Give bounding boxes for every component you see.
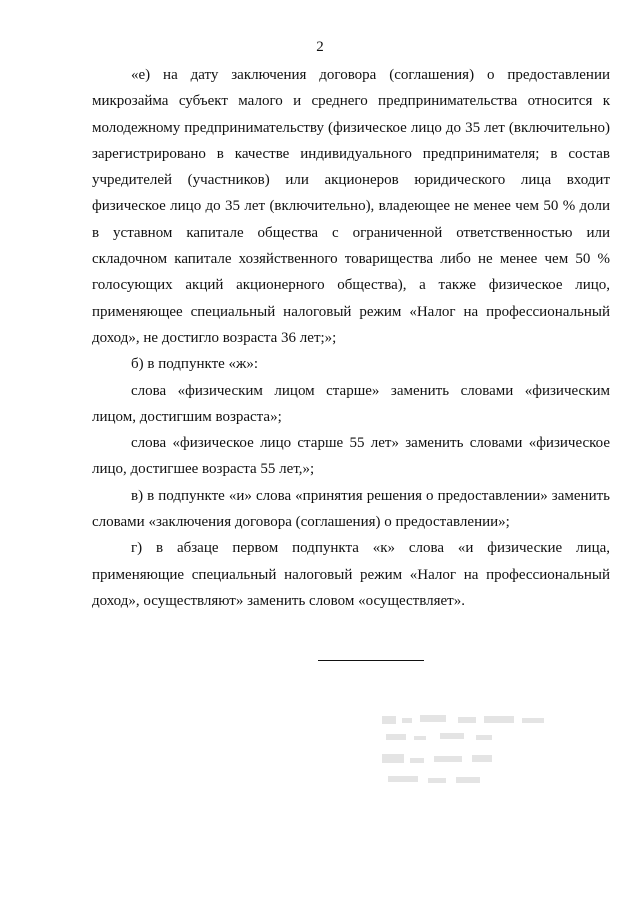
paragraph-subitem-g: г) в абзаце первом подпункта «к» слова «и физические лица, применяющие специальный налоговый режим «Налог на профессиональный доход», осуществляют» заменить словом «осуществляет». (92, 540, 610, 609)
paragraph-replace-older: слова «физическим лицом старше» заменить словами «физическим лицом, достигшим возраста»; (92, 382, 610, 425)
page-number: 2 (316, 39, 324, 55)
faint-stamp-mark (380, 712, 550, 792)
paragraph-subitem-v: в) в подпункте «и» слова «принятия решения о предоставлении» заменить словами «заключения договора (соглашения) о предоставлении»; (92, 487, 610, 531)
end-separator-line (318, 660, 424, 661)
paragraph-subitem-b: б) в подпункте «ж»: (131, 356, 259, 373)
paragraph-replace-older-55: слова «физическое лицо старше 55 лет» заменить словами «физическое лицо, достигшее возраста 55 лет,»; (92, 435, 610, 478)
paragraph-item-e: «е) на дату заключения договора (соглашения) о предоставлении микрозайма субъект малого и среднего предпринимательства относится к молодежному предпринимательству (физическое лицо до 35 лет (включительно) зарегистрировано в качестве индивидуального предпринимателя; в состав учредителей (участников) или акционеров юридического лица входит физическое лицо до 35 лет (включительно), владеющее не менее чем 50 % доли в уставном капитале общества с ограниченной ответственностью или складочном капитале хозяйственного товарищества либо не менее чем 50 % голосующих акций акционерного общества), а также физическое лицо, применяющее специальный налоговый режим «Налог на профессиональный доход», не достигло возраста 36 лет;»; (92, 67, 610, 346)
document-body (92, 62, 610, 614)
